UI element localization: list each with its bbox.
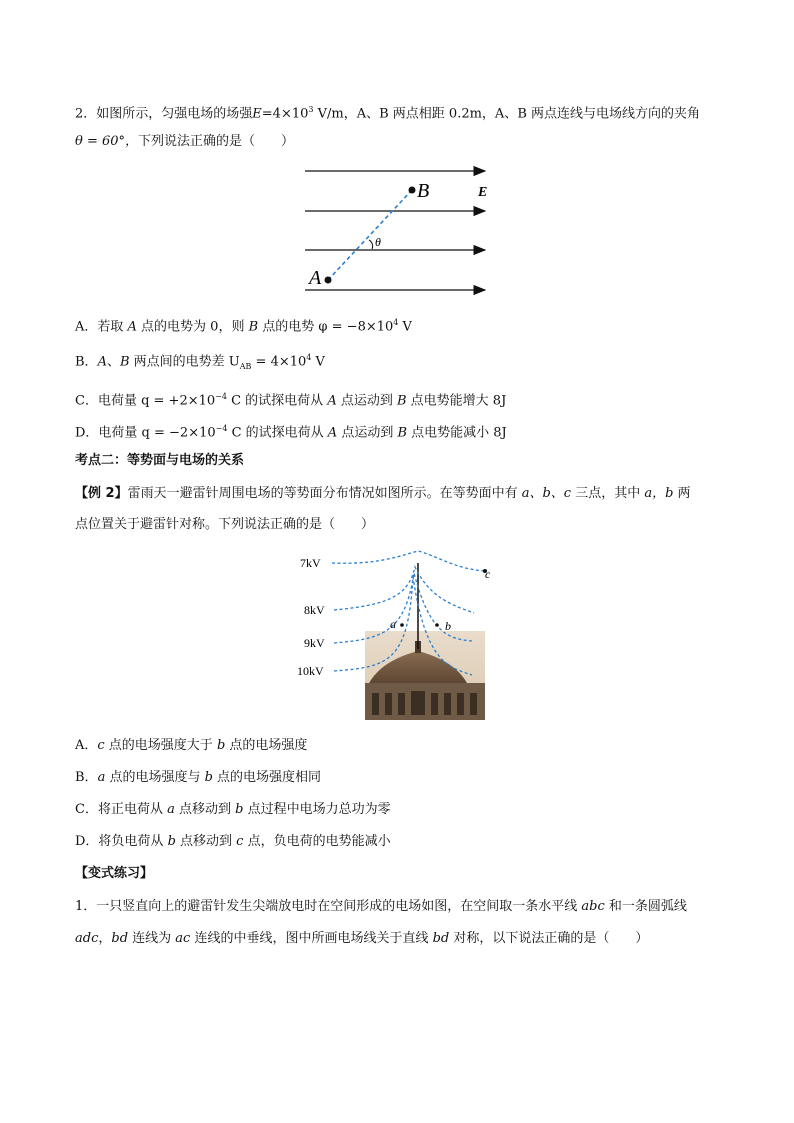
ex2-stem-line1: 【例 2】雷雨天一避雷针周围电场的等势面分布情况如图所示。在等势面中有 a、b、c 三点，其中 a，b 两 — [75, 486, 691, 501]
q2-stem-line1: 2．如图所示，匀强电场的场强$E=4\times 10^3$ V/m，A、B 两点相距 0.2m，A、B 两点连线与电场线方向的夹角 — [75, 105, 701, 122]
level-7kv: 7kV — [300, 556, 321, 570]
q2-option-a: A．若取 A 点的电势为 0，则 B 点的电势 $\varphi = -8\times 10^4$ V — [75, 318, 412, 335]
point-b — [435, 623, 439, 627]
ex2-option-b: B．a 点的电场强度与 b 点的电场强度相同 — [75, 770, 322, 785]
label-e: E — [478, 185, 488, 200]
practice-stem-line1: 1．一只竖直向上的避雷针发生尖端放电时在空间形成的电场如图，在空间取一条水平线 abc 和一条圆弧线 — [75, 899, 687, 914]
equipotential-7kv — [332, 551, 485, 571]
label-theta: θ — [375, 235, 381, 249]
ex2-option-a: A．c 点的电场强度大于 b 点的电场强度 — [75, 738, 308, 753]
q2-stem-line2: θ = 60°，下列说法正确的是（ ） — [75, 134, 295, 149]
practice-stem-line2: adc，bd 连线为 ac 连线的中垂线，图中所画电场线关于直线 bd 对称，以下说法正确的是（ ） — [75, 931, 649, 946]
equipotential-8kv — [334, 567, 474, 613]
label-a: A — [309, 267, 322, 289]
uniform-field-diagram — [295, 160, 515, 300]
point-b — [409, 187, 416, 194]
level-10kv: 10kV — [297, 664, 324, 678]
point-a — [400, 623, 404, 627]
ab-segment — [328, 190, 412, 280]
q2-option-d: D．电荷量 $q = -2\times 10^{-4}$ C 的试探电荷从 A 点运动到 B 点电势能减小 8J — [75, 424, 507, 441]
ex2-stem-line2: 点位置关于避雷针对称。下列说法正确的是（ ） — [75, 517, 375, 532]
practice-title: 【变式练习】 — [75, 866, 154, 881]
lightning-rod-diagram — [290, 543, 500, 723]
ex2-option-c: C．将正电荷从 a 点移动到 b 点过程中电场力总功为零 — [75, 802, 391, 817]
building-windows — [372, 691, 477, 715]
q2-option-c: C．电荷量 $q = +2\times 10^{-4}$ C 的试探电荷从 A 点运动到 B 点电势能增大 8J — [75, 392, 507, 409]
level-9kv: 9kV — [304, 636, 325, 650]
label-c: c — [485, 567, 491, 581]
point-a — [325, 277, 332, 284]
level-8kv: 8kV — [304, 603, 325, 617]
section-title: 考点二：等势面与电场的关系 — [75, 453, 245, 468]
label-b: b — [445, 619, 451, 633]
theta-arc — [369, 240, 373, 249]
label-a: a — [390, 617, 396, 631]
label-b: B — [417, 180, 430, 202]
q2-option-b: B．A、B 两点间的电势差 $U_{AB} = 4\times 10^4$ V — [75, 353, 325, 371]
ex2-option-d: D．将负电荷从 b 点移动到 c 点，负电荷的电势能减小 — [75, 834, 391, 849]
